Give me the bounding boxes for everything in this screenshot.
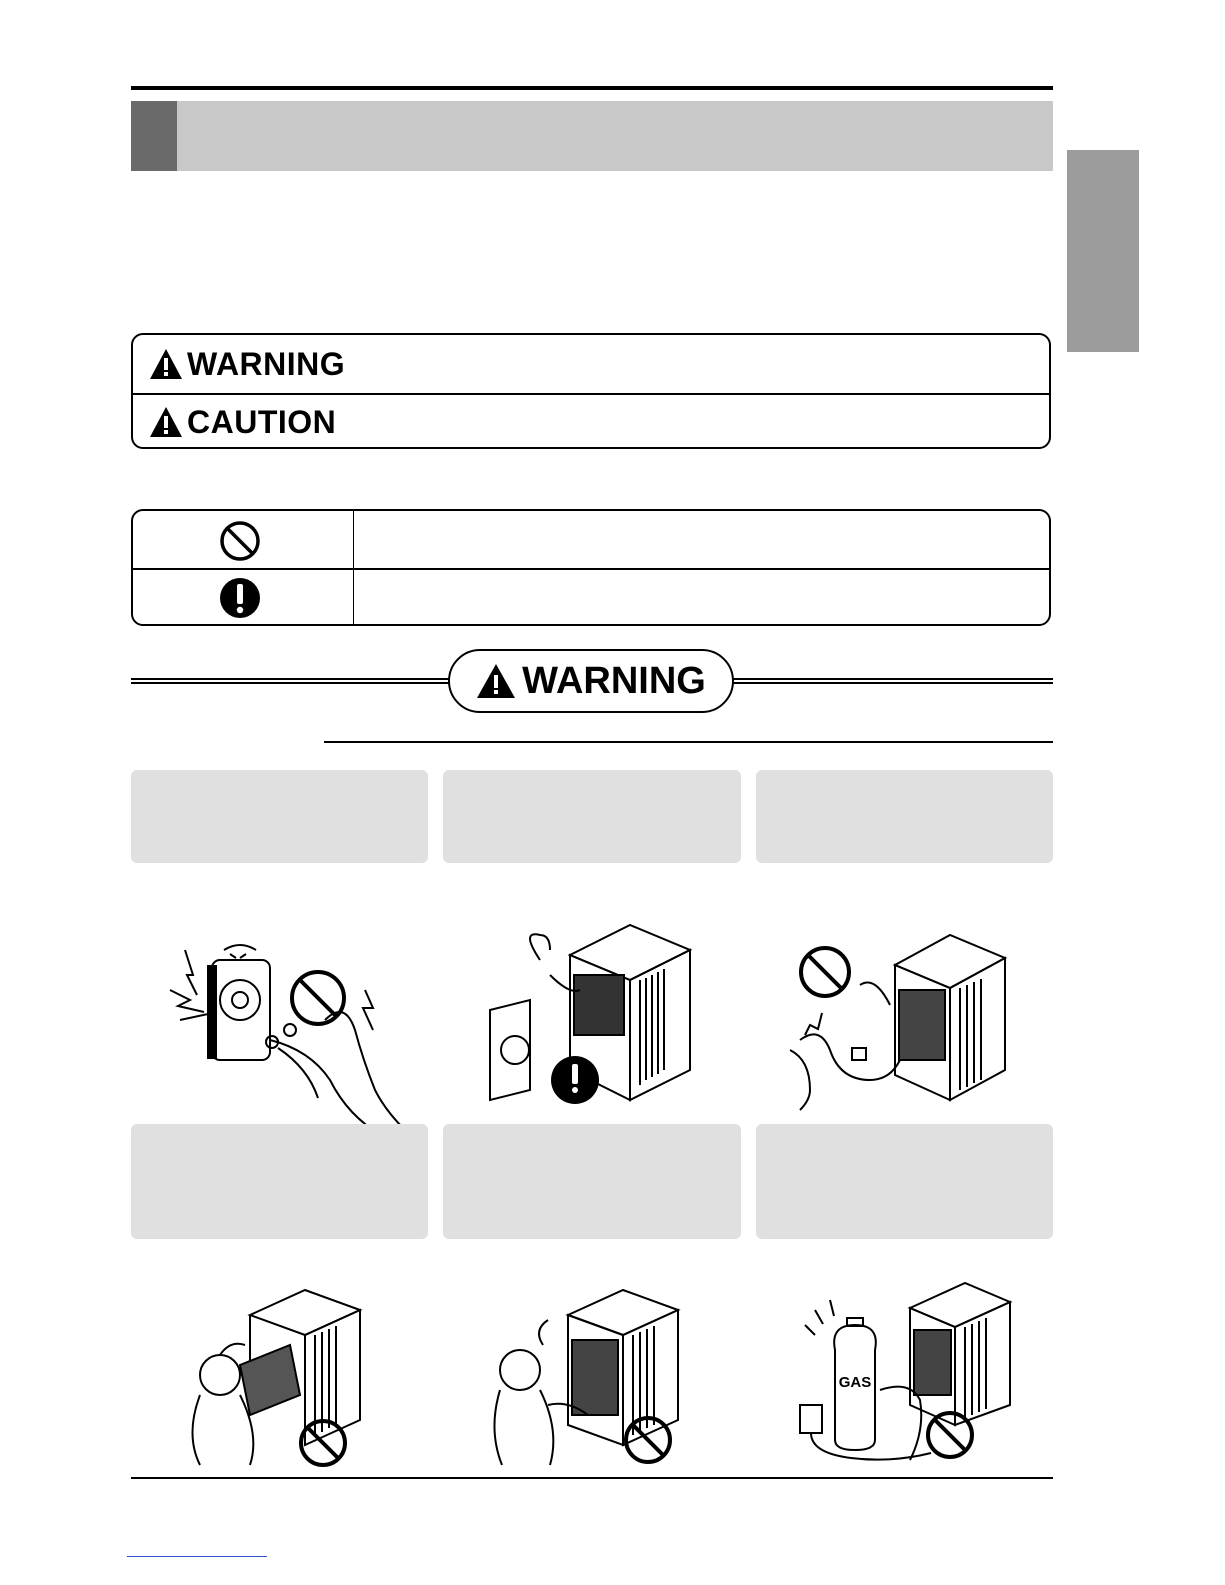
- prohibition-icon: [219, 520, 261, 562]
- damaged-cord-illustration: [780, 930, 1020, 1110]
- warning-card-1: [131, 770, 428, 863]
- symbol-legend-box: [131, 509, 1051, 626]
- severity-legend-box: [131, 333, 1051, 449]
- flammable-gas-illustration: [795, 1280, 1015, 1475]
- prohibition-icon: [928, 1413, 972, 1457]
- warning-triangle-icon: [149, 348, 183, 380]
- chapter-side-tab: [1067, 150, 1139, 352]
- unit-with-outlet-illustration: [470, 920, 700, 1110]
- legend-row-warning: [133, 335, 1049, 395]
- exclamation-icon: [551, 1056, 599, 1104]
- warning-card-6: [756, 1124, 1053, 1239]
- warning-banner-label: WARNING: [522, 659, 706, 702]
- overloaded-outlet-illustration: [150, 930, 410, 1130]
- wet-hands-illustration: [488, 1285, 688, 1475]
- legend-caution-label: CAUTION: [187, 403, 337, 440]
- disassembly-illustration: [180, 1285, 380, 1475]
- caution-triangle-icon: [149, 406, 183, 438]
- exclamation-icon: [219, 577, 261, 619]
- warning-card-2: [443, 770, 741, 863]
- banner-rule-left: [131, 678, 451, 684]
- warning-card-3: [756, 770, 1053, 863]
- warning-triangle-icon: [476, 663, 516, 699]
- legend-row-caution: [133, 393, 1049, 449]
- subsection-rule: [324, 741, 1053, 743]
- prohibition-icon: [292, 972, 344, 1024]
- warning-card-4: [131, 1124, 428, 1239]
- top-rule: [131, 86, 1053, 90]
- prohibition-icon: [801, 948, 849, 996]
- section-title-marker: [131, 101, 177, 171]
- gas-cylinder-label: GAS: [838, 1374, 872, 1391]
- section-title-bar: [131, 101, 1053, 171]
- legend-warning-label: WARNING: [187, 345, 346, 382]
- banner-rule-right: [732, 678, 1053, 684]
- warning-card-5: [443, 1124, 741, 1239]
- bottom-rule: [131, 1477, 1053, 1479]
- warning-banner: [448, 649, 734, 713]
- footer-link-underline[interactable]: [127, 1556, 267, 1557]
